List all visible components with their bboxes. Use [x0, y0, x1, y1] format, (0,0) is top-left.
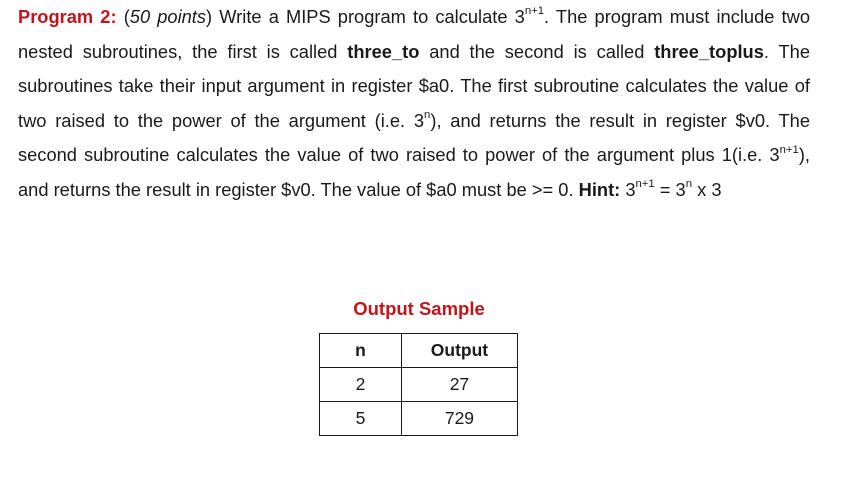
points-open: (: [116, 6, 130, 27]
table-row: [320, 402, 518, 436]
requirements-text: . The program must include two nested subroutines, the first is called: [18, 6, 810, 62]
problem-heading: Program 2:: [18, 6, 117, 27]
cell-output: 27: [401, 368, 517, 402]
header-output: Output: [401, 334, 517, 368]
connector-text: and the second is called: [419, 40, 655, 62]
cell-n: 5: [320, 402, 402, 436]
output-sample: [319, 296, 519, 436]
description-text: . The subroutines take their input argument in register $a0. The first subroutine calculates the value of two raised to the power of the argument (i.e. 3: [18, 40, 810, 131]
table-row: [320, 368, 518, 402]
output-sample-table: [319, 333, 518, 436]
points-value: 50 points: [129, 6, 207, 27]
hint-text-a: 3: [620, 178, 636, 200]
intro-text: ) Write a MIPS program to calculate 3: [206, 6, 525, 27]
output-sample-title: Output Sample: [353, 298, 485, 319]
hint-exponent-b: n: [685, 178, 693, 191]
description-text-2: ), and returns the result in register $v0. The second subroutine calculates the value of two raised to power of the argument plus 1(i.e. 3: [18, 109, 811, 166]
hint-text-c: x 3: [692, 178, 722, 200]
subroutine-two-name: three_toplus: [654, 40, 764, 62]
hint-text-b: = 3: [654, 178, 686, 200]
header-n: n: [320, 334, 402, 368]
exponent-n-plus-one: n+1: [779, 143, 799, 156]
cell-n: 2: [320, 368, 402, 402]
description-text-3: ), and returns the result in register $v0. The value of $a0 must be >= 0.: [18, 144, 810, 200]
table-header-row: [320, 334, 518, 368]
hint-exponent-a: n+1: [635, 178, 655, 191]
subroutine-one-name: three_to: [347, 40, 420, 62]
exponent-n: n: [424, 109, 431, 121]
cell-output: 729: [401, 402, 517, 436]
hint-label: Hint:: [578, 178, 621, 200]
problem-statement: [18, 0, 810, 208]
title-exponent: n+1: [524, 5, 545, 18]
